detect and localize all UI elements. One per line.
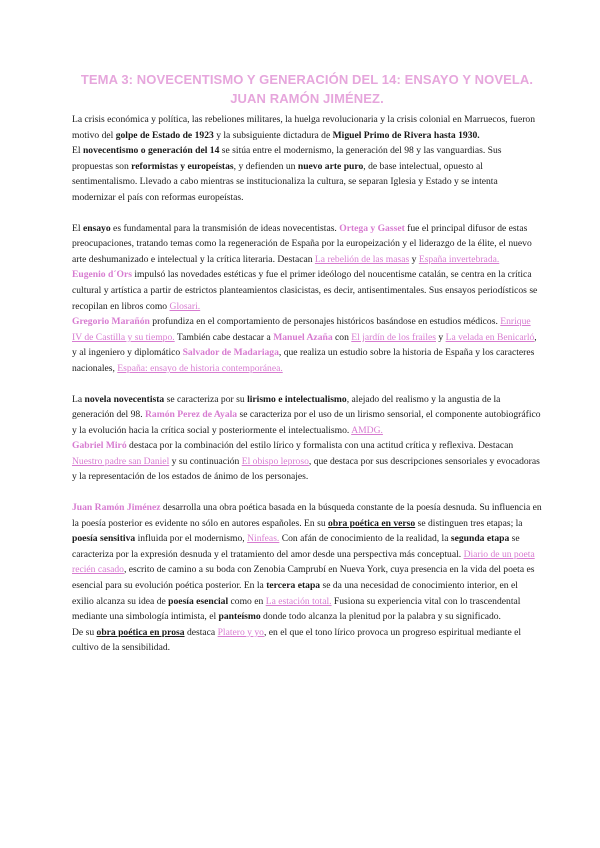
text: El [72, 222, 83, 234]
text: se caracteriza por la expresión desnuda y el tratamiento del amor desde una perspectiva más conceptual. [72, 533, 520, 560]
text: y la subsiguiente dictadura de [213, 129, 333, 141]
text: El [72, 145, 83, 157]
author-name: Juan Ramón Jiménez [72, 502, 161, 514]
text: es fundamental para la transmisión de ideas novecentistas. [110, 222, 340, 234]
bold-term: golpe de Estado de 1923 [115, 129, 214, 141]
text: , alejado del realismo y la angustia de la generación del 98. [72, 393, 501, 421]
spacer [72, 377, 542, 392]
bold-term: tercera etapa [266, 580, 321, 592]
text: se caracteriza por el uso de un lirismo sensorial, el componente autobiográfico y la evolución hacia la crítica social y posteriormente el intelectualismo. [72, 409, 541, 436]
text: , y al ingeniero y diplomático [72, 331, 537, 359]
spacer [72, 485, 542, 500]
work-link[interactable]: Glosari. [169, 300, 201, 312]
work-link[interactable]: El jardín de los frailes [351, 331, 436, 343]
author-name: Eugenio d´Ors [72, 269, 132, 281]
text: profundiza en el comportamiento de personajes históricos basándose en estudios médicos. [149, 316, 501, 328]
work-link[interactable]: Ninfeas. [247, 533, 280, 545]
paragraph-ensayo [72, 221, 542, 268]
paragraph-context [72, 112, 542, 143]
text: destaca por la combinación del estilo lírico y formalista con una actitud crítica y reflexiva. Destacan [126, 440, 514, 452]
work-link[interactable]: Diario de un poeta recién casado [72, 548, 535, 576]
author-name: Gregorio Marañón [72, 316, 150, 328]
work-link[interactable]: La rebelión de las masas [314, 253, 410, 265]
work-link[interactable]: Enrique IV de Castilla y su tiempo. [72, 316, 531, 343]
text: se caracteriza por su [164, 393, 248, 405]
text: se sitúa entre el modernismo, la generación del 98 y las vanguardias. Sus propuestas son [72, 145, 502, 172]
text: impulsó las novedades estéticas y fue el primer ideólogo del noucentisme catalán, se centra en la crítica cultural y artística a partir de estrictos planteamientos clasicistas, es decir, antisentimentales. Sus ensayos periodísticos se recopilan en libros como [72, 269, 538, 312]
bold-term: segunda etapa [450, 533, 510, 545]
work-link[interactable]: La velada en Benicarló [445, 331, 535, 343]
text: se da una necesidad de conocimiento interior, en el exilio alcanza su idea de [72, 580, 518, 607]
bold-term: nuevo arte puro [297, 160, 364, 172]
work-link[interactable]: Nuestro padre san Daniel [72, 455, 170, 467]
bold-term: Miguel Primo de Rivera hasta 1930. [332, 129, 480, 141]
text: , escrito de camino a su boda con Zenobia Camprubí en Nueva York, cuya presencia en la vida del poeta es esencial para su evolución poética posterior. En la [72, 564, 535, 592]
text: La [72, 393, 85, 405]
paragraph-prosa [72, 625, 542, 656]
text: con [332, 331, 352, 343]
text: se distinguen tres etapas; la [415, 517, 523, 529]
author-name: Ramón Perez de Ayala [145, 409, 238, 421]
work-link[interactable]: España invertebrada. [418, 253, 500, 265]
author-name: Manuel Azaña [273, 331, 333, 343]
text: , de base intelectual, opuesto al sentimentalismo. Llevado a cabo mientras se institucionaliza la cultura, se separan Iglesia y Estado y se intenta modernizar el país con reformas europeístas. [72, 160, 498, 203]
text: fue el principal difusor de estas preocupaciones, tratando temas como la regeneración de España por la europeización y el liderazgo de la élite, el nuevo arte deshumanizado e intelectual y la crítica literaria. Destacan [72, 222, 532, 265]
bold-term: novecentismo o generación del 14 [82, 145, 220, 157]
text: También cabe destacar a [174, 331, 274, 343]
bold-term: reformistas y europeístas [131, 160, 234, 172]
text: y [409, 253, 419, 265]
paragraph-jrj [72, 500, 542, 625]
bold-term: panteísmo [218, 611, 261, 623]
bold-term: obra poética en prosa [96, 626, 185, 638]
bold-term: poesía sensitiva [72, 533, 136, 545]
work-link[interactable]: Platero y yo [217, 626, 264, 638]
text: donde todo alcanza la plenitud por la palabra y su significado. [260, 611, 501, 623]
text: , en el que el tono lírico provoca un progreso espiritual mediante el cultivo de la sensibilidad. [72, 626, 522, 654]
text: desarrolla una obra poética basada en la búsqueda constante de la poesía desnuda. Su influencia en la poesía posterior es evidente no sólo en autores españoles. En su [72, 502, 542, 529]
text: , que realiza un estudio sobre la historia de España y los caracteres nacionales, [72, 347, 535, 374]
work-link[interactable]: La estación total. [265, 595, 332, 607]
work-link[interactable]: AMDG. [351, 424, 383, 436]
text: como en [228, 595, 266, 607]
spacer [72, 206, 542, 221]
author-name: Gabriel Miró [72, 440, 127, 452]
paragraph-miro [72, 438, 542, 485]
text: y [436, 331, 446, 343]
paragraph-maranon [72, 314, 542, 376]
bold-term: novela novecentista [84, 393, 165, 405]
text: , que destaca por sus descripciones sensoriales y evocadoras y la representación de los estados de ánimo de los personajes. [72, 455, 540, 483]
page-title: TEMA 3: NOVECENTISMO Y GENERACIÓN DEL 14: ENSAYO Y NOVELA. JUAN RAMÓN JIMÉNEZ. [80, 72, 534, 106]
text: La crisis económica y política, las rebeliones militares, la huelga revolucionaria y la crisis colonial en Marruecos, fueron motivo del [72, 114, 535, 141]
author-name: Ortega y Gasset [339, 222, 405, 234]
text: Fusiona su experiencia vital con lo trascendental mediante una simbología intimista, el [72, 595, 521, 623]
work-link[interactable]: España: ensayo de historia contemporánea. [117, 362, 283, 374]
text: destaca [184, 626, 218, 638]
bold-term: ensayo [82, 222, 111, 234]
bold-term: poesía esencial [168, 595, 229, 607]
work-link[interactable]: El obispo leproso [241, 455, 309, 467]
text: Con afán de conocimiento de la realidad, la [279, 533, 451, 545]
text: De su [72, 626, 97, 638]
text: y su continuación [169, 455, 242, 467]
bold-term: lirismo e intelectualismo [247, 393, 347, 405]
paragraph-novela [72, 392, 542, 439]
bold-term: obra poética en verso [328, 517, 416, 529]
paragraph-novecentismo [72, 143, 542, 205]
text: influida por el modernismo, [135, 533, 248, 545]
author-name: Salvador de Madariaga [182, 347, 279, 359]
paragraph-dors [72, 267, 542, 314]
text: , y defienden un [233, 160, 298, 172]
